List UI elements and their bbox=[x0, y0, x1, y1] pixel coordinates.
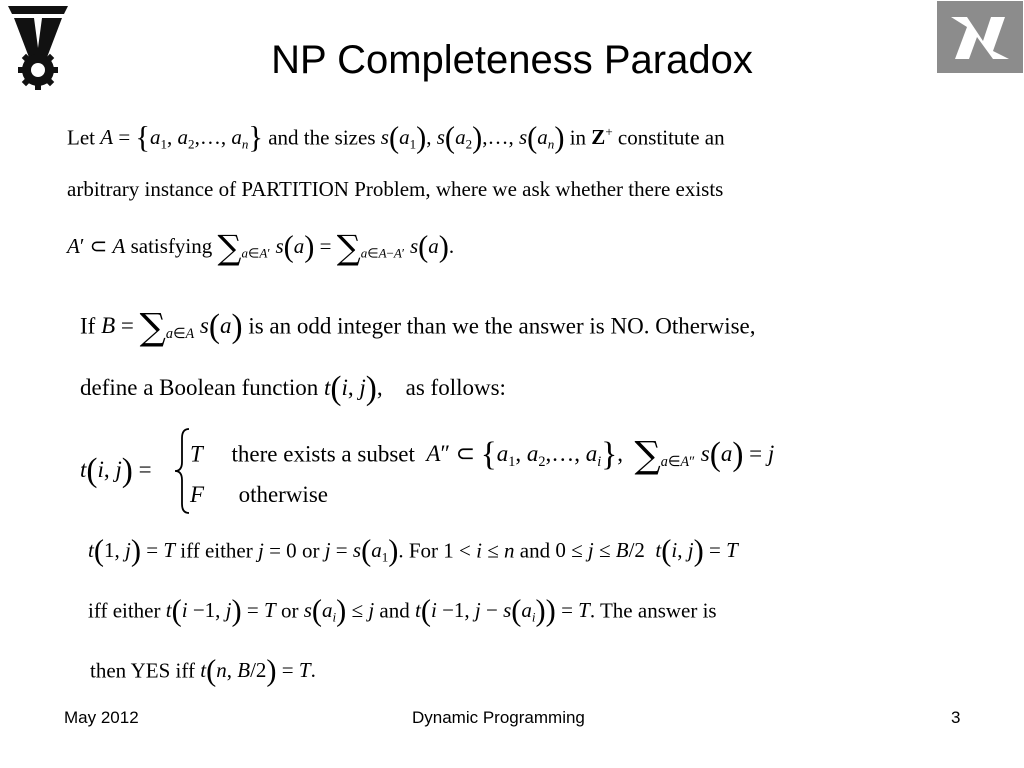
text-for: . For bbox=[398, 538, 439, 563]
math-sum-equality: $\sum_{a\in A'}$ $s(a) = \sum_{a\in A-A'}$ s(a). bbox=[217, 228, 455, 267]
math-t-final: t(n, B/2) = T. bbox=[200, 654, 316, 688]
text-iff-either-2: iff either bbox=[88, 598, 161, 623]
para3-line3 bbox=[90, 654, 316, 689]
text-iff-either-1: iff either bbox=[180, 538, 253, 563]
text-or-2: or bbox=[280, 598, 299, 623]
case-false-value: F bbox=[190, 482, 205, 507]
math-set-a: $A = \{a_1$, $a_2,\dots$, $a_n$} bbox=[100, 121, 263, 155]
text-odd-integer: is an odd integer than we the answer is NO. Otherwise, bbox=[248, 313, 756, 339]
text-if: If bbox=[80, 313, 96, 339]
math-j-zero: j = 0 bbox=[258, 538, 297, 563]
text-answer-is: . The answer is bbox=[589, 598, 717, 623]
math-t-1j: t(1, j) = T bbox=[88, 534, 175, 568]
text-constitute: constitute an bbox=[617, 125, 725, 150]
text-and-2: and bbox=[379, 598, 410, 623]
footer-date: May 2012 bbox=[64, 708, 139, 727]
case-true-row bbox=[190, 434, 774, 477]
text-and-1: and bbox=[519, 538, 551, 563]
para2-line2 bbox=[80, 370, 506, 408]
text-then-yes: then YES iff bbox=[90, 658, 195, 683]
para1-line2: arbitrary instance of PARTITION Problem, where we ask whether there exists bbox=[67, 177, 724, 201]
math-t-i-minus-1: t(i −1, j) = T bbox=[165, 594, 276, 628]
math-z-plus: Z+ bbox=[591, 124, 613, 150]
math-a-prime-subset: A′ ⊂ A bbox=[67, 233, 126, 258]
footer-page-number: 3 bbox=[951, 708, 961, 727]
math-t-recursive: t(i −1, $j - s(a_i)) = T$ bbox=[414, 594, 590, 628]
text-or-1: or bbox=[301, 538, 320, 563]
math-b-sum: $B = \sum_{a\in A}$ s(a) bbox=[101, 306, 243, 349]
case-true-text: there exists a subset bbox=[231, 441, 415, 467]
case-false-text: otherwise bbox=[238, 482, 328, 507]
text-in: in bbox=[569, 125, 587, 150]
case-true-value: T bbox=[190, 441, 203, 467]
para3-line1 bbox=[88, 534, 738, 569]
math-t-ij: t(i, j), bbox=[323, 370, 383, 407]
math-i-range: 1 < i ≤ n bbox=[443, 538, 515, 563]
text-satisfying: satisfying bbox=[130, 233, 213, 258]
para1-line3 bbox=[67, 228, 454, 267]
math-subset-condition: A″ ⊂ {$a_1$, $a_2,\dots$, $a_i$}, $\sum_{a\in A''}$ s(a) = j bbox=[426, 434, 775, 477]
para1-line1 bbox=[67, 121, 725, 156]
case-false-row bbox=[190, 482, 328, 508]
math-brace bbox=[172, 426, 192, 516]
text-as-follows: as follows: bbox=[405, 375, 506, 400]
text-let: Let bbox=[67, 125, 95, 150]
footer-title: Dynamic Programming bbox=[412, 708, 585, 727]
math-j-sa1: $j = s(a_1)$ bbox=[324, 534, 399, 568]
slide-title: NP Completeness Paradox bbox=[271, 38, 753, 82]
math-sai-le-j: $s(a_i) \le j$ bbox=[303, 594, 375, 628]
math-sizes: $s(a_1)$, $s(a_2),\dots$, $s(a_n)$ bbox=[380, 121, 565, 155]
math-t-ij-lhs: t(i, j) = bbox=[80, 452, 152, 489]
para3-line2 bbox=[88, 594, 717, 629]
para2-line1 bbox=[80, 306, 756, 349]
text-define: define a Boolean function bbox=[80, 375, 319, 400]
math-j-range: 0 ≤ j ≤ B/2 t(i, j) = T bbox=[555, 534, 738, 568]
text-and-sizes: and the sizes bbox=[268, 125, 376, 150]
